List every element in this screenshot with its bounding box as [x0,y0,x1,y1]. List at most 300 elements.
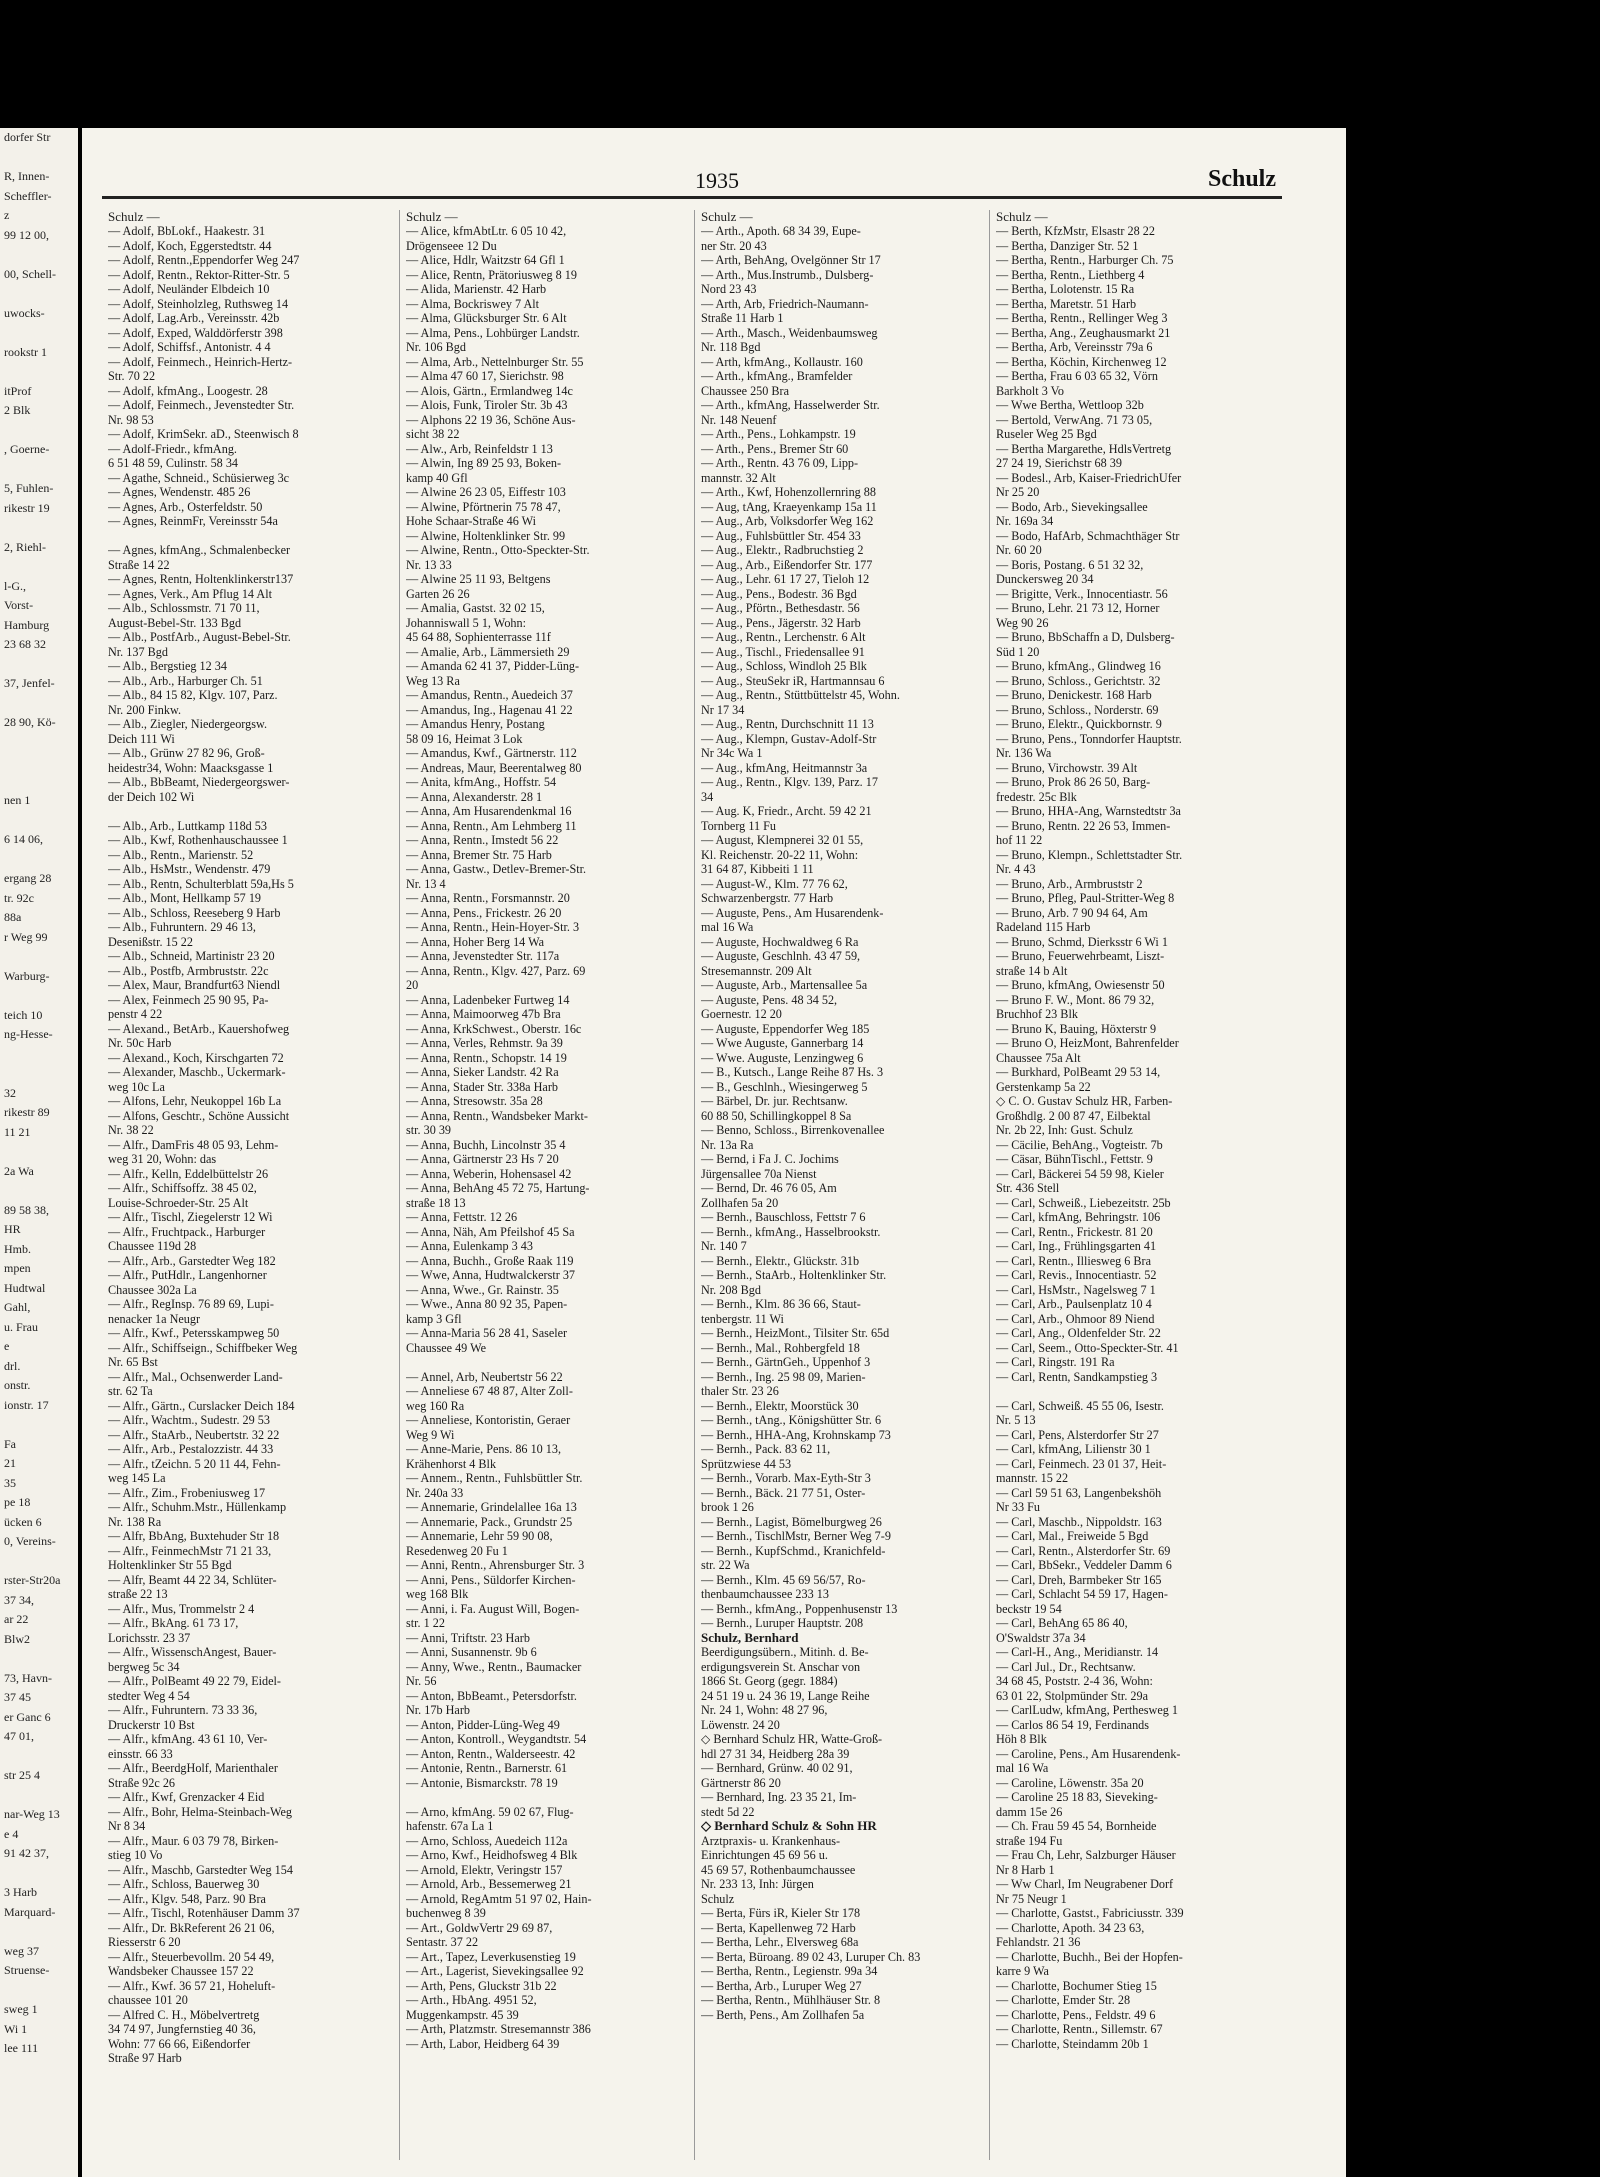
directory-entry: — Wwe Auguste, Gannerbarg 14 [701,1036,864,1050]
directory-entry: — Charlotte, Steindamm 20b 1 [996,2036,1149,2051]
left-page-fragment [0,460,78,480]
directory-entry: — Arth, Platzmstr. Stresemannstr 386 [406,2022,591,2036]
directory-entry: erdigungsverein St. Anschar von [701,1659,861,1674]
left-page-fragment: Scheffler- [4,188,52,203]
directory-entry: — Anneliese, Kontoristin, Geraer [406,1413,571,1427]
directory-entry: — Antonie, Bismarckstr. 78 19 [406,1775,558,1790]
directory-entry: — Art., GoldwVertr 29 69 87, [406,1920,553,1935]
directory-entry: Nr. 148 Neuenf [701,412,777,427]
directory-entry: Nr 33 Fu [996,1500,1041,1514]
directory-entry: — Anna, Stresowstr. 35a 28 [406,1094,543,1108]
directory-entry: — Wwe Bertha, Wettloop 32b [996,398,1144,412]
directory-entry: — Bernh., Lagist, Bömelburgweg 26 [701,1514,882,1529]
directory-entry: — Alb., Rentn, Schulterblatt 59a,Hs 5 [108,876,294,891]
left-page-fragment: uwocks- [4,305,45,320]
directory-entry: — Arth., Rentn. 43 76 09, Lipp- [701,456,859,470]
directory-entry: Dunckersweg 20 34 [996,572,1094,586]
directory-entry: — Bruno, kfmAng, Owiesenstr 50 [996,978,1165,992]
directory-entry: — Carl Jul., Dr., Rechtsanw. [996,1659,1136,1674]
directory-entry: — Carl, kfmAng, Behringstr. 106 [996,1210,1161,1224]
directory-entry: stieg 10 Vo [108,1848,163,1862]
directory-entry: str. 1 22 [406,1616,445,1630]
directory-entry: Nr. 169a 34 [996,514,1054,528]
directory-entry: — Bruno, Feuerwehrbeamt, Liszt- [996,949,1165,963]
directory-entry: Str. 436 Stell [996,1181,1060,1195]
directory-entry [996,1384,1273,1399]
left-page-fragment [0,655,78,675]
directory-entry: — Anne-Marie, Pens. 86 10 13, [406,1442,562,1456]
directory-entry: — Amalie, Arb., Lämmersieth 29 [406,644,570,659]
directory-entry: — Bertha, Frau 6 03 65 32, Vörn [996,369,1158,383]
directory-entry: Wohn: 77 66 66, Eißendorfer [108,2036,251,2051]
left-page-fragment: Fa [4,1436,16,1451]
left-page-fragment [0,1181,78,1201]
page-header [82,128,1346,200]
directory-entry: kamp 3 Gfl [406,1311,462,1326]
directory-entry: — Alfons, Lehr, Neukoppel 16b La [108,1094,282,1108]
directory-entry: ner Str. 20 43 [701,238,767,253]
directory-entry: nenacker 1a Neugr [108,1311,201,1326]
directory-entry: Nr. 136 Wa [996,746,1052,760]
directory-entry: Nr 25 20 [996,485,1040,499]
left-page-fragment: rikestr 89 [4,1105,50,1119]
directory-entry: — Alma 47 60 17, Sierichstr. 98 [406,369,564,383]
directory-entry: — Carl, Arb., Paulsenplatz 10 4 [996,1297,1152,1311]
directory-entry: — Bruno, Pens., Tonndorfer Hauptstr. [996,731,1182,746]
directory-entry: straße 14 b Alt [996,963,1068,978]
left-page-fragment [0,1864,78,1884]
directory-entry: — Alfr., Maschb, Garstedter Weg 154 [108,1862,293,1877]
directory-entry: — Anni, i. Fa. August Will, Bogen- [406,1601,580,1616]
left-page-fragment [0,518,78,538]
directory-entry: — Bernh., Bäck. 21 77 51, Oster- [701,1485,866,1500]
directory-entry: — Aug., Rentn., Lerchenstr. 6 Alt [701,630,866,644]
left-page-fragment: ionstr. 17 [4,1397,49,1412]
left-page-fragment [0,1747,78,1767]
left-page-fragment: 23 68 32 [4,637,46,651]
directory-entry: — Bernh., HeizMont., Tilsiter Str. 65d [701,1326,890,1340]
directory-entry: — Bernh., Ing. 25 98 09, Marien- [701,1369,866,1384]
directory-entry: straße 18 13 [406,1195,466,1210]
directory-entry: 6 51 48 59, Culinstr. 58 34 [108,456,239,470]
directory-entry: — Caroline, Pens., Am Husarendenk- [996,1746,1181,1761]
left-page-fragment: HR [4,1222,21,1236]
directory-entry: Nr. 118 Bgd [701,340,761,354]
directory-entry: — Bernh., Bauschloss, Fettstr 7 6 [701,1210,866,1224]
directory-entry: — Alfr., Bohr, Helma-Steinbach-Weg [108,1804,293,1819]
directory-entry: — Alb., Fuhruntern. 29 46 13, [108,920,256,934]
directory-entry: — Aug., Arb, Volksdorfer Weg 162 [701,514,874,528]
left-page-fragment [0,1649,78,1669]
directory-entry: — Aug., Fuhlsbüttler Str. 454 33 [701,528,861,543]
left-page-fragment: R, Innen- [4,169,50,183]
directory-entry: — Anna, Buchh., Große Raak 119 [406,1253,574,1268]
left-page-fragment [0,1142,78,1162]
directory-entry: der Deich 102 Wi [108,789,195,804]
directory-entry: — Bertha Margarethe, HdlsVertretg [996,441,1172,456]
directory-entry: — Annel, Arb, Neubertstr 56 22 [406,1369,563,1384]
directory-entry: — Carl, Ing., Frühlingsgarten 41 [996,1239,1157,1253]
directory-entry: — Bertha, Köchin, Kirchenweg 12 [996,354,1167,369]
left-page-fragment: e [4,1339,10,1353]
directory-entry: — Alb., Schlossmstr. 71 70 11, [108,601,260,615]
directory-entry: Nr. 233 13, Inh: Jürgen [701,1877,814,1891]
directory-entry: — Bruno, Elektr., Quickbornstr. 9 [996,717,1162,731]
directory-entry: Desenißstr. 15 22 [108,934,193,949]
directory-entry: Weg 13 Ra [406,673,460,688]
directory-entry: Gärtnerstr 86 20 [701,1775,781,1790]
directory-entry: Nr 8 34 [108,1819,146,1833]
directory-entry: — Auguste, Geschlnh. 43 47 59, [701,949,861,963]
left-page-fragment: drl. [4,1358,21,1373]
left-page-fragment: pe 18 [4,1495,31,1509]
directory-entry: Johanniswall 5 1, Wohn: [406,615,526,630]
directory-entry: — Arno, Schloss, Auedeich 112a [406,1833,568,1848]
directory-entry: chaussee 101 20 [108,1993,188,2007]
directory-entry: 24 51 19 u. 24 36 19, Lange Reihe [701,1688,870,1703]
directory-entry: Chaussee 250 Bra [701,383,790,398]
left-page-fragment: weg 37 [4,1943,39,1958]
directory-entry: Beerdigungsübern., Mitinh. d. Be- [701,1645,869,1659]
directory-entry: — Agnes, ReinmFr, Vereinsstr 54a [108,514,278,528]
directory-entry: — Alfr., RegInsp. 76 89 69, Lupi- [108,1297,274,1311]
directory-entry: — Bruno, Schloss., Norderstr. 69 [996,702,1159,717]
left-page-fragment [0,850,78,870]
directory-entry: — Bodo, Arb., Sievekingsallee [996,499,1148,514]
left-page-fragment: u. Frau [4,1319,38,1334]
directory-entry: Nr. 50c Harb [108,1036,172,1050]
left-page-fragment [0,1552,78,1572]
directory-entry: Schwarzenbergstr. 77 Harb [701,891,834,905]
directory-entry: — Aug., Elektr., Radbruchstieg 2 [701,543,864,557]
directory-entry: — Alois, Gärtn., Ermlandweg 14c [406,383,573,398]
directory-entry: — B., Geschlnh., Wiesingerweg 5 [701,1079,868,1094]
directory-entry: — Amandus, Ing., Hagenau 41 22 [406,702,573,717]
directory-entry: — Frau Ch, Lehr, Salzburger Häuser [996,1848,1176,1862]
directory-entry: — Anna, Rentn., Schopstr. 14 19 [406,1050,567,1065]
directory-entry: — Alfr., Kelln, Eddelbüttelstr 26 [108,1166,269,1181]
directory-entry: — Bruno, Arb. 7 90 94 64, Am [996,905,1148,920]
directory-entry: — Bernh., Klm. 45 69 56/57, Ro- [701,1572,866,1587]
directory-entry: — Bertha, Lehr., Elversweg 68a [701,1935,859,1949]
directory-entry: Weg 90 26 [996,615,1049,630]
directory-entry: 34 74 97, Jungfernstieg 40 36, [108,2022,256,2036]
directory-entry: — Bruno, HHA-Ang, Warnstedtstr 3a [996,804,1181,818]
left-page-fragment: 21 [4,1456,16,1470]
directory-entry: — Aug, tAng, Kraeyenkamp 15a 11 [701,499,877,514]
directory-entry: — Bernhard, Grünw. 40 02 91, [701,1761,853,1775]
left-page-fragment: Vorst- [4,598,34,612]
directory-entry: 31 64 87, Kibbeiti 1 11 [701,862,814,876]
directory-entry: thaler Str. 23 26 [701,1384,779,1398]
directory-entry: — Anna, Buchh, Lincolnstr 35 4 [406,1137,566,1152]
directory-entry: — Bertha, Arb, Vereinsstr 79a 6 [996,340,1153,354]
left-page-fragment: dorfer Str [4,130,51,144]
directory-entry: — Adolf, Koch, Eggerstedtstr. 44 [108,238,272,253]
directory-entry: heidestr34, Wohn: Maacksgasse 1 [108,760,274,775]
directory-entry: — Alfr., FeinmechMstr 71 21 33, [108,1543,272,1558]
directory-entry: Krähenhorst 4 Blk [406,1456,497,1471]
left-page-fragment: 28 90, Kö- [4,715,56,729]
left-page-fragment: teich 10 [4,1007,43,1022]
directory-entry: — Aug., Pens., Bodestr. 36 Bgd [701,586,857,601]
directory-entry: Gerstenkamp 5a 22 [996,1079,1091,1094]
directory-entry: — Carl, Feinmech. 23 01 37, Heit- [996,1456,1167,1471]
directory-entry: — Alb., Grünw 27 82 96, Groß- [108,746,265,760]
directory-entry: Chaussee 302a La [108,1282,197,1297]
directory-entry: — Anna, Rentn., Forsmannstr. 20 [406,891,570,905]
directory-entry: — Bruno, Schmd, Dierksstr 6 Wi 1 [996,934,1168,949]
directory-entry: Sentastr. 37 22 [406,1935,479,1949]
directory-entry: — Berth, KfzMstr, Elsastr 28 22 [996,224,1155,238]
left-page-fragment [0,772,78,792]
directory-entry: buchenweg 8 39 [406,1906,486,1920]
directory-entry: — Agnes, Rentn, Holtenklinkerstr137 [108,572,294,586]
directory-entry: — Charlotte, Bochumer Stieg 15 [996,1978,1157,1993]
directory-entry: — Arnold, Elektr, Veringstr 157 [406,1862,563,1877]
directory-entry: stedt 5d 22 [701,1804,755,1819]
left-page-fragment: Hudtwal [4,1280,46,1295]
directory-entry: — Amandus, Rentn., Auedeich 37 [406,688,573,702]
directory-entry: — Anton, Pidder-Lüng-Weg 49 [406,1717,560,1732]
directory-entry: — Burkhard, PolBeamt 29 53 14, [996,1065,1161,1079]
left-page-fragment: 89 58 38, [4,1202,49,1217]
directory-entry: damm 15e 26 [996,1804,1063,1819]
directory-entry: — Auguste, Pens., Am Husarendenk- [701,905,884,920]
left-page-fragment: Struense- [4,1963,50,1977]
directory-entry: Nr. 13a Ra [701,1137,754,1152]
directory-entry: — Bernh., Luruper Hauptstr. 208 [701,1616,864,1630]
directory-entry: — Anna, Gärtnerstr 23 Hs 7 20 [406,1152,559,1166]
directory-entry: — Auguste, Arb., Martensallee 5a [701,978,868,992]
directory-entry: — Alfr., Schuhm.Mstr., Hüllenkamp [108,1500,287,1514]
directory-entry: — Anny, Wwe., Rentn., Baumacker [406,1659,582,1674]
left-page-fragment [0,284,78,304]
directory-entry: — Anna, Alexanderstr. 28 1 [406,789,543,804]
directory-entry: str. 22 Wa [701,1558,750,1572]
directory-entry: — Arnold, RegAmtm 51 97 02, Hain- [406,1891,592,1906]
directory-entry: — Bodo, HafArb, Schmachthäger Str [996,528,1180,543]
left-page-fragment: Hamburg [4,617,50,632]
directory-entry: — Arth., kfmAng., Bramfelder [701,369,853,383]
left-page-fragment: 11 21 [4,1124,31,1139]
directory-entry: — Carl 59 51 63, Langenbekshöh [996,1485,1162,1500]
left-page-fragment: 00, Schell- [4,266,56,281]
directory-entry: — Carlos 86 54 19, Ferdinands [996,1717,1150,1732]
directory-entry: — Annemarie, Grindelallee 16a 13 [406,1500,577,1514]
directory-entry: — Alb., Schloss, Reeseberg 9 Harb [108,905,281,920]
directory-entry: — Anna-Maria 56 28 41, Saseler [406,1326,568,1340]
directory-entry: — Alfr., Arb., Garstedter Weg 182 [108,1253,276,1268]
left-page-fragment: 91 42 37, [4,1846,49,1860]
directory-entry: — Carl, Ang., Oldenfelder Str. 22 [996,1326,1161,1340]
left-page-fragment [0,245,78,265]
directory-entry: — Alice, Hdlr, Waitzstr 64 Gfl 1 [406,253,565,267]
directory-entry: — Aug., SteuSekr iR, Hartmannsau 6 [701,673,885,688]
directory-entry: — Alfr., Maur. 6 03 79 78, Birken- [108,1833,279,1848]
left-page-fragment [0,733,78,753]
directory-entry: — Alfr., Tischl, Rotenhäuser Damm 37 [108,1906,300,1920]
left-page-fragment: nen 1 [4,793,31,807]
directory-entry: — Auguste, Pens. 48 34 52, [701,992,838,1007]
directory-entry: — Arno, Kwf., Heidhofsweg 4 Blk [406,1848,578,1862]
directory-entry: August-Bebel-Str. 133 Bgd [108,615,242,630]
directory-entry: — Brigitte, Verk., Innocentiastr. 56 [996,586,1168,601]
directory-entry: — Alwine, Holtenklinker Str. 99 [406,528,566,543]
left-page-fragment [0,947,78,967]
directory-entry: — Charlotte, Rentn., Sillemstr. 67 [996,2022,1163,2036]
directory-entry: — Alfr., Schloss, Bauerweg 30 [108,1877,260,1891]
left-page-fragment: Warburg- [4,968,50,983]
directory-entry: — Auguste, Eppendorfer Weg 185 [701,1021,870,1036]
directory-entry: — Alb., Ziegler, Niedergeorgsw. [108,717,268,731]
directory-entry: — Alfr., Wachtm., Sudestr. 29 53 [108,1413,270,1427]
directory-entry: — Anna, KrkSchwest., Oberstr. 16c [406,1021,582,1036]
directory-entry: Bruchhof 23 Blk [996,1007,1078,1021]
directory-entry: — Alwin, Ing 89 25 93, Boken- [406,456,562,470]
left-page-fragment: rikestr 19 [4,500,50,515]
directory-entry: Str. 70 22 [108,369,156,383]
directory-entry: — Alma, Bockriswey 7 Alt [406,296,540,311]
directory-entry: — Alb., BbBeamt, Niedergeorgswer- [108,775,290,789]
directory-entry: — Alfr., Arb., Pestalozzistr. 44 33 [108,1442,274,1456]
directory-entry: — Aug., Pförtn., Bethesdastr. 56 [701,601,860,615]
left-page-fragment [0,557,78,577]
directory-entry: Radeland 115 Harb [996,920,1091,934]
directory-entry: — Bruno, Denickestr. 168 Harb [996,688,1152,702]
directory-entry: — Anneliese 67 48 87, Alter Zoll- [406,1384,573,1398]
directory-entry: Deich 111 Wi [108,731,175,746]
left-page-fragment: e 4 [4,1826,19,1841]
directory-entry: — Carl, Schweiß., Liebezeitstr. 25b [996,1195,1171,1210]
directory-entry: — Adolf, Feinmech., Jevenstedter Str. [108,398,295,412]
directory-entry: straße 194 Fu [996,1833,1063,1848]
directory-entry: — Annemarie, Lehr 59 90 08, [406,1529,553,1543]
directory-entry: — Bertha, Lolotenstr. 15 Ra [996,282,1135,296]
directory-entry: — Adolf, Lag.Arb., Vereinsstr. 42b [108,311,280,325]
left-page-fragment: 5, Fuhlen- [4,481,54,495]
directory-entry: brook 1 26 [701,1500,754,1514]
directory-entry: — Bruno, Rentn. 22 26 53, Immen- [996,818,1171,833]
directory-entry: — Carl, Seem., Otto-Speckter-Str. 41 [996,1340,1179,1355]
left-page-fragment: onstr. [4,1378,31,1392]
directory-entry: Nr. 65 Bst [108,1355,158,1369]
directory-entry: — Aug., kfmAng, Heitmannstr 3a [701,760,868,775]
directory-entry: Nr. 200 Finkw. [108,702,182,717]
directory-entry: — Bärbel, Dr. jur. Rechtsanw. [701,1094,848,1108]
directory-entry: — B., Kutsch., Lange Reihe 87 Hs. 3 [701,1065,884,1079]
directory-entry: — Bernh., TischlMstr, Berner Weg 7-9 [701,1529,891,1543]
directory-entry: ◇ Bernhard Schulz HR, Watte-Groß- [701,1732,883,1746]
directory-entry: — Alb., Arb., Harburger Ch. 51 [108,673,263,688]
directory-entry: — Adolf, Neuländer Elbdeich 10 [108,282,270,296]
directory-entry: — Alfr., WissenschAngest, Bauer- [108,1645,277,1659]
directory-entry: — Adolf, KrimSekr. aD., Steenwisch 8 [108,427,299,441]
directory-entry: — Alphons 22 19 36, Schöne Aus- [406,412,576,427]
left-page-fragment: ücken 6 [4,1514,42,1529]
directory-entry: 45 64 88, Sophienterrasse 11f [406,630,551,644]
directory-entry: — Arth, Pens, Gluckstr 31b 22 [406,1978,557,1993]
directory-entry: — Alb., Bergstieg 12 34 [108,659,227,673]
directory-entry: — Anton, BbBeamt., Petersdorfstr. [406,1688,577,1703]
directory-entry: — Agnes, Arb., Osterfeldstr. 50 [108,499,263,514]
directory-entry: — Alfr., Kwf., Petersskampweg 50 [108,1326,280,1340]
directory-entry: — Bruno K, Bauing, Höxterstr 9 [996,1021,1157,1036]
directory-entry: — Adolf, kfmAng., Loogestr. 28 [108,383,268,398]
directory-entry: — Arth, Labor, Heidberg 64 39 [406,2036,560,2051]
directory-entry: kamp 40 Gfl [406,470,468,485]
left-page-fragment [0,421,78,441]
directory-entry: — Anna, Rentn., Imstedt 56 22 [406,833,559,847]
directory-entry: — Alfr., PolBeamt 49 22 79, Eidel- [108,1674,281,1688]
directory-entry: — Amalia, Gastst. 32 02 15, [406,601,545,615]
left-page-fragment: str 25 4 [4,1768,40,1782]
directory-entry: — Carl, BehAng 65 86 40, [996,1616,1128,1630]
directory-entry: 27 24 19, Sierichstr 68 39 [996,456,1122,470]
directory-entry: 34 [701,789,714,804]
directory-entry: — Aug., Arb., Eißendorfer Str. 177 [701,557,873,572]
directory-entry: — Arth., Pens., Bremer Str 60 [701,441,849,456]
directory-entry: — Auguste, Hochwaldweg 6 Ra [701,934,859,949]
left-page-fragment: 37, Jenfel- [4,676,55,690]
directory-entry: mannstr. 32 Alt [701,470,776,485]
directory-entry: — Aug., Tischl., Friedensallee 91 [701,644,865,659]
directory-entry: Nr. 5 13 [996,1413,1036,1427]
left-page-fragment: er Ganc 6 [4,1709,51,1724]
directory-entry: — Bruno, BbSchaffn a D, Dulsberg- [996,630,1175,644]
directory-entry: — Anna, Rentn., Wandsbeker Markt- [406,1108,588,1123]
directory-entry: — Aug., Klempn, Gustav-Adolf-Str [701,731,877,746]
directory-entry: — Bernh., tAng., Königshütter Str. 6 [701,1413,882,1427]
directory-entry [108,529,388,544]
directory-entry: — Wwe, Anna, Hudtwalckerstr 37 [406,1268,576,1282]
directory-entry: — Bernh., Pack. 83 62 11, [701,1442,831,1456]
directory-entry: Nr. 60 20 [996,543,1042,557]
left-page-fragment [0,1981,78,2001]
directory-entry: — Anton, Kontroll., Weygandtstr. 54 [406,1732,587,1746]
directory-entry: — Carl, Maschb., Nippoldstr. 163 [996,1514,1162,1529]
left-page-edge [0,128,78,2177]
directory-entry: Straße 11 Harb 1 [701,311,784,325]
column-heading: Schulz — [108,210,160,224]
directory-entry: Höh 8 Blk [996,1732,1047,1746]
directory-entry: Nr. 98 53 [108,412,154,427]
directory-entry: — Carl, Bäckerei 54 59 98, Kieler [996,1166,1164,1181]
directory-entry: — Bernh., GärtnGeh., Uppenhof 3 [701,1355,871,1369]
directory-entry: — Anna, Fettstr. 12 26 [406,1210,518,1224]
directory-entry: — Caroline 25 18 83, Sieveking- [996,1790,1158,1804]
directory-entry: — Charlotte, Emder Str. 28 [996,1993,1131,2007]
directory-entry: — Alb., HsMstr., Wendenstr. 479 [108,862,271,876]
directory-entry: Kl. Reichenstr. 20-22 11, Wohn: [701,847,859,862]
directory-entry: mal 16 Wa [701,920,754,934]
directory-entry: — Ch. Frau 59 45 54, Bornheide [996,1819,1157,1833]
left-page-fragment: 47 01, [4,1729,34,1743]
directory-entry: — Bernh., Elektr., Glückstr. 31b [701,1253,860,1268]
left-page-fragment [0,1064,78,1084]
directory-column-2 [399,210,687,2160]
directory-entry: — Anna, Rentn., Klgv. 427, Parz. 69 [406,963,586,978]
directory-entry: — Alma, Glücksburger Str. 6 Alt [406,311,567,325]
directory-entry: Nord 23 43 [701,282,757,296]
directory-entry: — Anna, Verles, Rehmstr. 9a 39 [406,1036,563,1050]
directory-entry: — Alfr., Fuhruntern. 73 33 36, [108,1703,258,1717]
directory-entry: — Carl, Schlacht 54 59 17, Hagen- [996,1587,1168,1601]
directory-entry: — Arth, kfmAng., Kollaustr. 160 [701,354,863,369]
directory-entry: — Adolf-Friedr., kfmAng. [108,441,237,456]
directory-entry: — Alice, kfmAbtLtr. 6 05 10 42, [406,224,567,238]
directory-entry: — Bertha, Rentn., Legienstr. 99a 34 [701,1964,878,1978]
